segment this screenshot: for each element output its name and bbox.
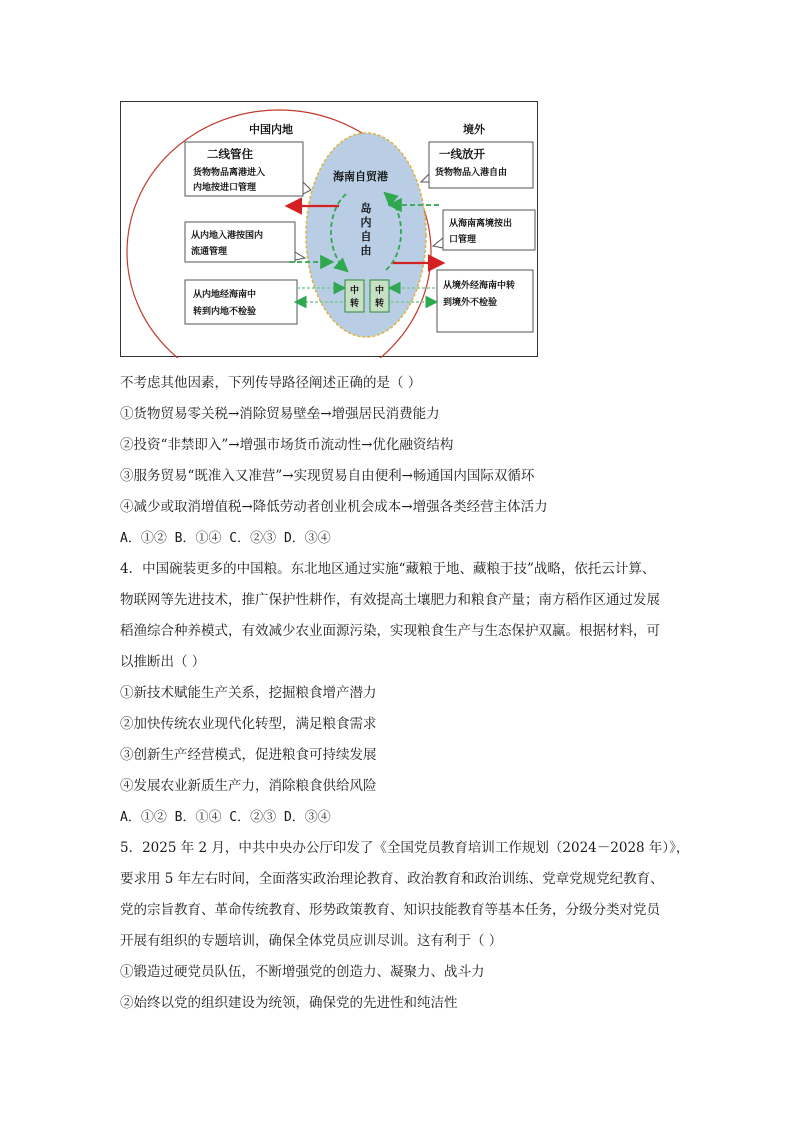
island-free-char-2: 内 xyxy=(360,216,372,229)
question-text xyxy=(120,368,690,1019)
first-line-text-1: 货物物品入港自由 xyxy=(435,168,508,178)
inland-entry-text-1: 从内地入港按国内 xyxy=(191,231,264,241)
port-label: 海南自贸港 xyxy=(333,170,388,183)
second-line-callout xyxy=(303,182,311,194)
hainan-exit-callout xyxy=(433,238,443,248)
first-line-title: 一线放开 xyxy=(439,147,485,161)
island-free-char-1: 岛 xyxy=(360,202,372,215)
inland-transit-text-1: 从内地经海南中 xyxy=(193,290,257,300)
foreign-transit-text-2: 到境外不检验 xyxy=(443,298,498,308)
island-free-char-3: 自 xyxy=(360,230,372,243)
inland-entry-callout xyxy=(295,252,305,260)
q5-stem-line-2: 要求用 5 年左右时间，全面落实政治理论教育、政治教育和政治训练、党章党规党纪教育、 xyxy=(120,871,664,887)
outside-label: 境外 xyxy=(463,123,485,136)
q3-item-1: ①货物贸易零关税→消除贸易壁垒→增强居民消费能力 xyxy=(120,406,440,422)
inland-label: 中国内地 xyxy=(249,123,293,136)
hainan-exit-text-1: 从海南离境按出 xyxy=(449,219,513,229)
transit-right-char-2: 转 xyxy=(374,299,385,309)
hainan-ftp-diagram xyxy=(120,101,538,357)
q5-item-2: ②始终以党的组织建设为统领，确保党的先进性和纯洁性 xyxy=(120,995,458,1011)
transit-left-char-1: 中 xyxy=(349,286,360,296)
transit-right-char-1: 中 xyxy=(374,286,385,296)
first-line-callout xyxy=(421,174,429,182)
second-line-title: 二线管住 xyxy=(207,147,253,161)
inland-transit-text-2: 转到内地不检验 xyxy=(193,307,257,317)
transit-left-char-2: 转 xyxy=(349,299,360,309)
second-line-text-2: 内地按进口管理 xyxy=(193,183,257,193)
q3-stem: 不考虑其他因素，下列传导路径阐述正确的是（ ） xyxy=(120,375,422,391)
q4-item-1: ①新技术赋能生产关系，挖掘粮食增产潜力 xyxy=(120,685,377,701)
q5-item-1: ①锻造过硬党员队伍，不断增强党的创造力、凝聚力、战斗力 xyxy=(120,964,485,980)
q4-item-2: ②加快传统农业现代化转型，满足粮食需求 xyxy=(120,716,377,732)
hainan-exit-text-2: 口管理 xyxy=(449,235,477,245)
foreign-transit-text-1: 从境外经海南中转 xyxy=(443,281,516,291)
q5-stem-line-4: 开展有组织的专题培训，确保全体党员应训尽训。这有利于（ ） xyxy=(120,933,503,949)
q4-item-4: ④发展农业新质生产力，消除粮食供给风险 xyxy=(120,778,377,794)
box-inland-transit xyxy=(185,280,297,324)
q3-item-4: ④减少或取消增值税→降低劳动者创业机会成本→增强各类经营主体活力 xyxy=(120,499,548,515)
q3-options: A．①② B．①④ C．②③ D．③④ xyxy=(120,531,331,546)
q4-stem-line-2: 物联网等先进技术，推广保护性耕作，有效提高土壤肥力和粮食产量；南方稻作区通过发展 xyxy=(120,592,660,608)
q5-stem-line-1: 5．2025 年 2 月，中共中央办公厅印发了《全国党员教育培训工作规划（2024－2028 年）》， xyxy=(120,840,690,856)
second-line-text-1: 货物物品离港进入 xyxy=(193,168,266,178)
q4-item-3: ③创新生产经营模式，促进粮食可持续发展 xyxy=(120,747,377,763)
q3-item-3: ③服务贸易“既准入又准营”→实现贸易自由便利→畅通国内国际双循环 xyxy=(120,468,535,484)
q4-options: A．①② B．①④ C．②③ D．③④ xyxy=(120,810,331,825)
diagram-svg xyxy=(121,102,539,358)
island-free-char-4: 由 xyxy=(360,244,372,257)
q4-stem-line-1: 4．中国碗装更多的中国粮。东北地区通过实施“藏粮于地、藏粮于技”战略，依托云计算、 xyxy=(120,561,656,577)
q4-stem-line-4: 以推断出（ ） xyxy=(120,654,206,670)
q5-stem-line-3: 党的宗旨教育、革命传统教育、形势政策教育、知识技能教育等基本任务，分级分类对党员 xyxy=(120,902,660,918)
q3-item-2: ②投资“非禁即入”→增强市场货币流动性→优化融资结构 xyxy=(120,437,454,453)
inland-entry-text-2: 流通管理 xyxy=(191,247,228,257)
q4-stem-line-3: 稻渔综合种养模式，有效减少农业面源污染，实现粮食生产与生态保护双赢。根据材料，可 xyxy=(120,623,660,639)
